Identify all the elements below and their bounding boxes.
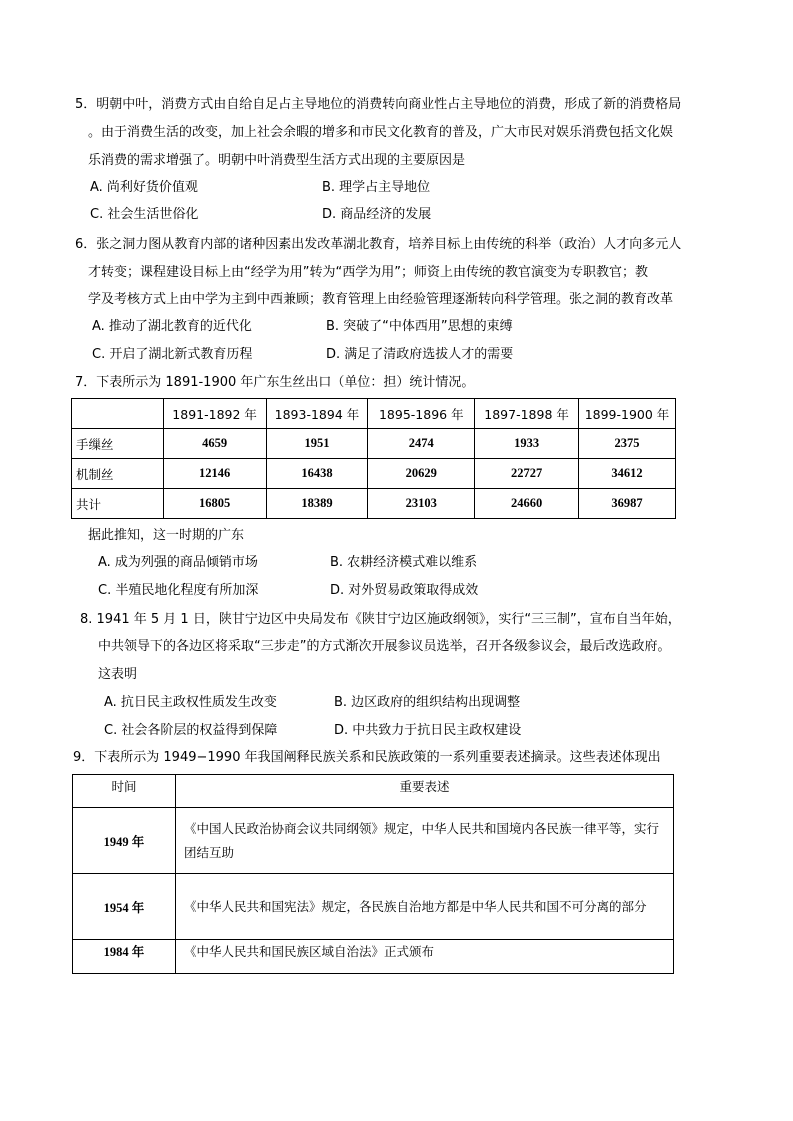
q5-option-b: B. 理学占主导地位	[322, 180, 431, 195]
table-cell: 16438	[266, 459, 368, 489]
table-cell: 2375	[579, 429, 676, 459]
table-cell: 22727	[475, 459, 579, 489]
table-cell: 23103	[368, 489, 475, 519]
table-header-cell: 重要表述	[176, 775, 674, 808]
q6-stem-line2: 才转变；课程建设目标上由“经学为用”转为“西学为用”；师资上由传统的教官演变为专职教官；教	[88, 265, 648, 280]
q5-option-a: A. 尚利好货价值观	[90, 180, 198, 195]
q5-stem-line1: 5．明朝中叶，消费方式由自给自足占主导地位的消费转向商业性占主导地位的消费，形成了新的消费格局	[75, 97, 682, 112]
table-cell-year: 1949 年	[73, 808, 176, 874]
q7-table	[71, 398, 676, 519]
q6-option-b: B. 突破了“中体西用”思想的束缚	[326, 319, 513, 334]
table-header-cell	[72, 399, 164, 429]
table-cell: 20629	[368, 459, 475, 489]
q8-stem-line1: 8. 1941 年 5 月 1 日，陕甘宁边区中央局发布《陕甘宁边区施政纲领》，实行“三三制”，宣布自当年始，	[80, 612, 681, 627]
q6-option-a: A. 推动了湖北教育的近代化	[92, 319, 252, 334]
q9-stem: 9．下表所示为 1949−1990 年我国阐释民族关系和民族政策的一系列重要表述摘录。这些表述体现出	[73, 750, 661, 765]
table-header-cell: 1895-1896 年	[368, 399, 475, 429]
q8-option-a: A. 抗日民主政权性质发生改变	[104, 695, 277, 710]
table-header-cell: 1891-1892 年	[163, 399, 266, 429]
table-cell-year: 1954 年	[73, 874, 176, 940]
q6-option-c: C. 开启了湖北新式教育历程	[92, 347, 253, 362]
table-header-row	[72, 399, 676, 429]
table-row	[73, 808, 674, 874]
table-cell: 1951	[266, 429, 368, 459]
q7-stem: 7．下表所示为 1891-1900 年广东生丝出口（单位：担）统计情况。	[75, 375, 475, 390]
table-row	[72, 429, 676, 459]
table-row-label: 手缫丝	[72, 429, 164, 459]
table-header-cell: 1897-1898 年	[475, 399, 579, 429]
table-header-cell: 1893-1894 年	[266, 399, 368, 429]
table-cell: 34612	[579, 459, 676, 489]
q7-option-b: B. 农耕经济模式难以维系	[330, 555, 478, 570]
table-cell-statement: 《中华人民共和国宪法》规定，各民族自治地方都是中华人民共和国不可分离的部分	[176, 874, 674, 940]
table-cell: 2474	[368, 429, 475, 459]
q5-option-c: C. 社会生活世俗化	[90, 207, 199, 222]
q8-option-d: D. 中共致力于抗日民主政权建设	[334, 723, 522, 738]
q8-option-c: C. 社会各阶层的权益得到保障	[104, 723, 278, 738]
table-row	[73, 940, 674, 974]
table-row-label: 机制丝	[72, 459, 164, 489]
q8-stem-line3: 这表明	[98, 667, 138, 682]
table-cell-statement: 《中国人民政治协商会议共同纲领》规定，中华人民共和国境内各民族一律平等，实行团结互助	[176, 808, 674, 874]
q5-stem-line3: 乐消费的需求增强了。明朝中叶消费型生活方式出现的主要原因是	[88, 153, 466, 168]
q6-stem-line1: 6．张之洞力图从教育内部的诸种因素出发改革湖北教育，培养目标上由传统的科举（政治）人才向多元人	[75, 237, 682, 252]
table-cell-year: 1984 年	[73, 940, 176, 974]
q8-stem-line2: 中共领导下的各边区将采取“三步走”的方式渐次开展参议员选举，召开各级参议会，最后改选政府。	[98, 639, 671, 654]
q8-option-b: B. 边区政府的组织结构出现调整	[334, 695, 521, 710]
q5-option-d: D. 商品经济的发展	[322, 207, 432, 222]
table-cell: 18389	[266, 489, 368, 519]
table-header-row	[73, 775, 674, 808]
table-header-cell: 1899-1900 年	[579, 399, 676, 429]
table-row	[73, 874, 674, 940]
q7-option-d: D. 对外贸易政策取得成效	[330, 583, 479, 598]
q6-option-d: D. 满足了清政府选拔人才的需要	[326, 347, 514, 362]
table-row-label: 共计	[72, 489, 164, 519]
table-cell: 4659	[163, 429, 266, 459]
q9-table	[72, 774, 674, 974]
table-row	[72, 459, 676, 489]
table-row	[72, 489, 676, 519]
table-header-cell: 时间	[73, 775, 176, 808]
table-cell: 12146	[163, 459, 266, 489]
table-cell: 1933	[475, 429, 579, 459]
q7-option-a: A. 成为列强的商品倾销市场	[98, 555, 258, 570]
q6-stem-line3: 学及考核方式上由中学为主到中西兼顾；教育管理上由经验管理逐渐转向科学管理。张之洞的教育改革	[88, 292, 674, 307]
q7-lead: 据此推知，这一时期的广东	[88, 528, 245, 543]
q7-option-c: C. 半殖民地化程度有所加深	[98, 583, 259, 598]
table-cell-statement: 《中华人民共和国民族区域自治法》正式颁布	[176, 940, 674, 974]
table-cell: 24660	[475, 489, 579, 519]
q5-stem-line2: 。由于消费生活的改变，加上社会余暇的增多和市民文化教育的普及，广大市民对娱乐消费包括文化娱	[88, 125, 674, 140]
table-cell: 36987	[579, 489, 676, 519]
table-cell: 16805	[163, 489, 266, 519]
